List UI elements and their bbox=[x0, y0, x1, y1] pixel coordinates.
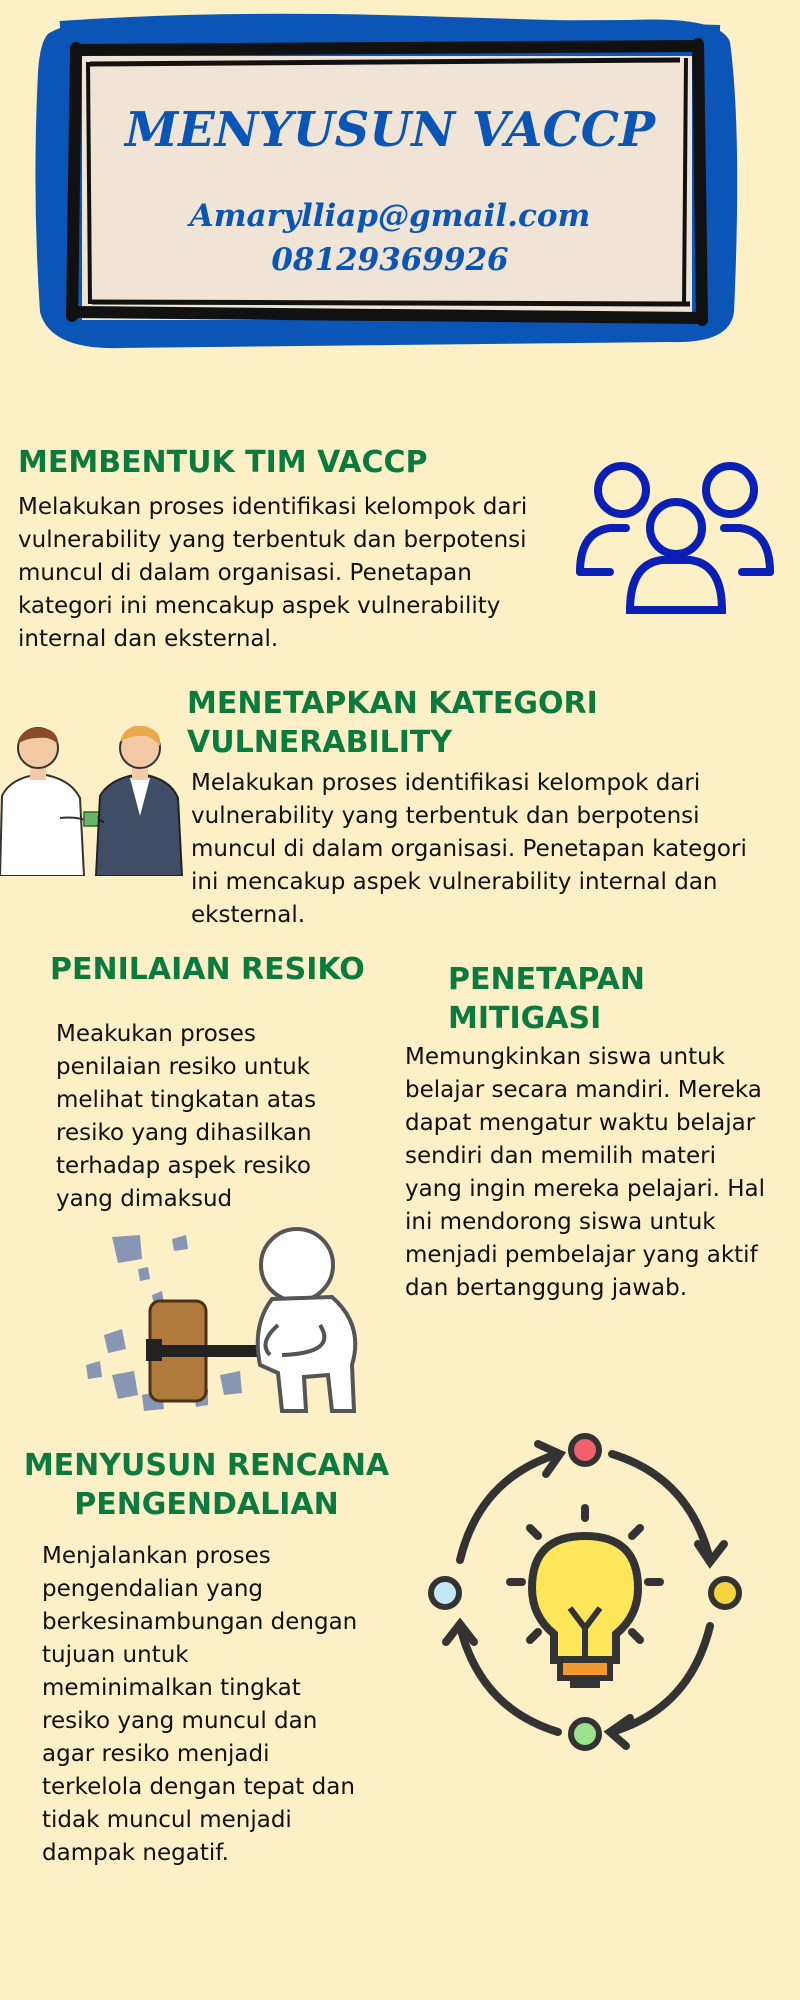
section-body-kategori: Melakukan proses identifikasi kelompok dari vulnerability yang terbentuk dan berpotensi muncul di dalam organisasi. Penetapan kategori ini mencakup aspek vulnerability internal dan eksternal. bbox=[191, 770, 747, 928]
section-heading-kategori: MENETAPKAN KATEGORI VULNERABILITY bbox=[187, 686, 598, 760]
section-heading-mitigasi: PENETAPAN MITIGASI bbox=[448, 962, 645, 1036]
section-body-mitigasi: Memungkinkan siswa untuk belajar secara mandiri. Mereka dapat mengatur waktu belajar sendiri dan memilih materi yang ingin mereka pelajari. Hal ini mendorong siswa untuk menjadi pembelajar yang aktif dan bertanggung jawab. bbox=[405, 1044, 765, 1301]
page-title: MENYUSUN VACCP bbox=[124, 102, 656, 158]
hammer-smashing-icon bbox=[82, 1225, 372, 1415]
contact-email: Amarylliap@gmail.com bbox=[189, 198, 591, 234]
section-heading-resiko: PENILAIAN RESIKO bbox=[50, 952, 365, 987]
section-body-resiko: Meakukan proses penilaian resiko untuk melihat tingkatan atas resiko yang dihasilkan terhadap aspek resiko yang dimaksud bbox=[56, 1021, 317, 1212]
two-businessmen-icon bbox=[0, 726, 185, 876]
contact-phone: 08129369926 bbox=[271, 242, 509, 278]
group-of-people-icon bbox=[570, 460, 780, 620]
section-heading-rencana: MENYUSUN RENCANA PENGENDALIAN bbox=[23, 1448, 390, 1522]
section-body-tim: Melakukan proses identifikasi kelompok dari vulnerability yang terbentuk dan berpotensi muncul di dalam organisasi. Penetapan kategori ini mencakup aspek vulnerability internal dan eksternal. bbox=[18, 494, 528, 652]
section-heading-tim: MEMBENTUK TIM VACCP bbox=[18, 445, 428, 480]
section-body-rencana: Menjalankan proses pengendalian yang berkesinambungan dengan tujuan untuk meminimalkan tingkat resiko yang muncul dan agar resiko menjadi terkelola dengan tepat dan tidak muncul menjadi dampak negatif. bbox=[42, 1543, 358, 1866]
brush-frame-graphic bbox=[30, 12, 742, 352]
header-banner bbox=[30, 12, 742, 352]
lightbulb-cycle-icon bbox=[420, 1428, 750, 1758]
